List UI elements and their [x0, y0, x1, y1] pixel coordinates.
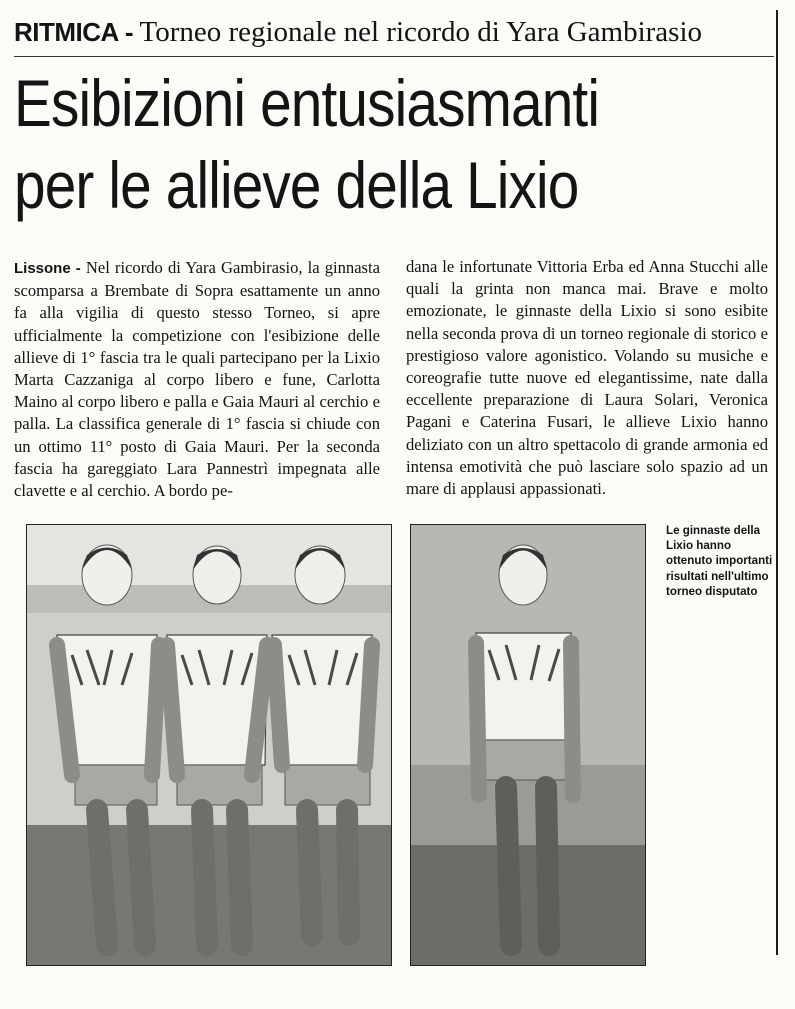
kicker [14, 16, 702, 52]
kicker-separator: - [124, 17, 134, 47]
photo-single-gymnast-image [411, 525, 645, 965]
article-text-left: Nel ricordo di Yara Gambirasio, la ginnasta scomparsa a Brembate di Sopra esattamente un anno fa alla vigilia di questo stesso Torneo, si apre ufficialmente la competizione con l'esibizione delle allieve di 1° fascia tra le quali partecipano per la Lixio Marta Cazzaniga al corpo libero e fune, Carlotta Maino al corpo libero e palla e Gaia Mauri al cerchio e palla. La classifica generale di 1° fascia si chiude con un ottimo 11° posto di Gaia Mauri. Per la seconda fascia ha gareggiato Lara Pannestrì impegnata alle clavette e al cerchio. A bordo pe- [14, 258, 380, 501]
photo-three-gymnasts [26, 524, 392, 966]
photo-caption: Le ginnaste della Lixio hanno ottenuto importanti risultati nell'ultimo torneo disputato [666, 524, 773, 598]
dateline: Lissone - [14, 260, 81, 277]
kicker-divider [14, 56, 774, 57]
photo-single-gymnast [410, 524, 646, 966]
headline-line-1: Esibizioni entusiasmanti [14, 66, 600, 140]
headline [14, 62, 771, 226]
article-column-left [14, 257, 380, 502]
article-text-right: dana le infortunate Vittoria Erba ed Anna Stucchi alle quali la grinta non manca mai. Brave e molto emozionate, le ginnaste della Lixio si sono esibite nella seconda prova di un torneo regionale di storico e prestigioso valore agonistico. Volando su musiche e coreografie tutte nuove ed elegantissime, nate dalla eccellente preparazione di Laura Solari, Veronica Pagani e Caterina Fusari, le allieve Lixio hanno deliziato con un altro spettacolo di grande armonia ed intensa emotività che può lasciare solo spazio ad un mare di applausi appassionati. [406, 257, 768, 499]
headline-line-2: per le allieve della Lixio [14, 148, 579, 222]
photo-three-gymnasts-image [27, 525, 391, 965]
article-column-right [406, 256, 768, 500]
kicker-subtitle: Torneo regionale nel ricordo di Yara Gambirasio [139, 16, 702, 48]
column-rule [776, 10, 778, 955]
section-label: RITMICA [14, 17, 119, 47]
